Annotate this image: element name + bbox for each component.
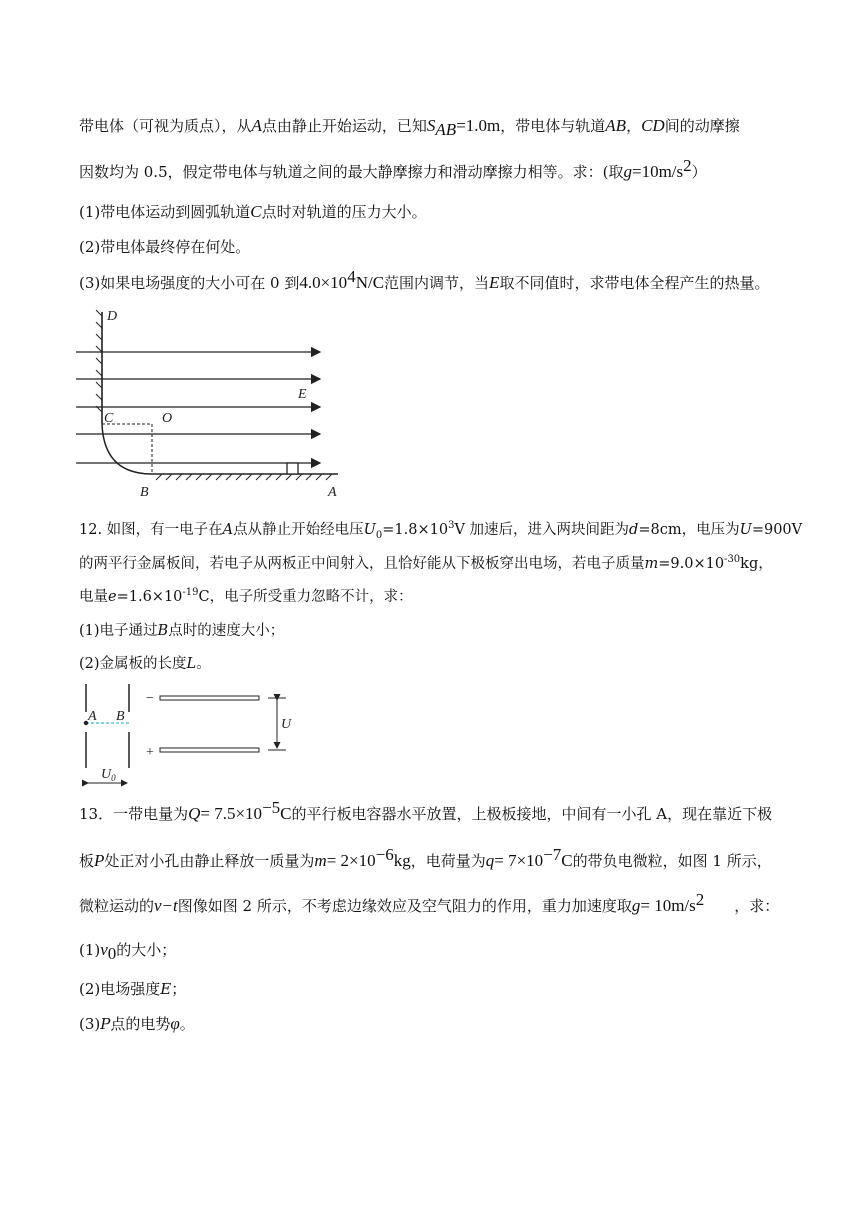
q12-text-line3: 电量$e=1.6\times 10^{-19}C$，电子所受重力忽略不计，求： [79,587,413,605]
q11-part3: (3)如果电场强度的大小可在 0 到$4.0\times 10^4N/C$范围内调节，当E取不同值时，求带电体全程产生的热量。 [79,267,770,292]
q12-label-plus: + [146,745,154,760]
q11-part2: (2)带电体最终停在何处。 [79,238,251,256]
q12-upper-plate [160,696,259,700]
q12-label-b: B [116,709,125,724]
q11-ground-hatch [156,474,332,480]
q13-text-line3: 微粒运动的v−t图像如图 2 所示，不考虑边缘效应及空气阻力的作用，重力加速度取$g= 10m/s^2$ ，求： [79,890,780,915]
q12-label-u0: $U_0$ [101,767,116,783]
q13-text-line2: 板P处正对小孔由静止释放一质量为$m= 2\times 10^{-6}kg$，电荷量为$q= 7\times 10^{-7}C$的带负电微粒，如图 1 所示， [79,845,772,870]
q11-arc-track [102,424,152,474]
q11-dashed-radius [102,424,152,474]
q12-label-minus: − [146,691,154,706]
q13-part3: (3)P点的电势φ。 [79,1014,195,1033]
q11-label-d: D [107,309,118,324]
q13-part1: $(1)v_0$的大小； [79,940,177,963]
q13-text-line1: 13．一带电量为$Q= 7.5\times 10^{-5}C$的平行板电容器水平放置，上极板接地，中间有一小孔 A，现在靠近下极 [79,798,773,823]
q12-part1: (1)电子通过B点时的速度大小； [79,623,285,639]
q13-part2: (2)电场强度E； [79,980,187,998]
q12-figure [76,680,306,790]
q11-label-e: E [298,387,307,402]
q12-text-line1: 12. 如图，有一电子在A点从静止开始经电压$U_0=1.8\times 10^3V$ 加速后，进入两块间距为d=8cm，电压为U=900V [79,520,803,541]
q12-part2: (2)金属板的长度L。 [79,656,211,672]
q11-charged-body [287,463,298,474]
q11-field-lines [76,352,320,463]
q12-lower-plate [160,748,259,752]
q11-text-line1: 带电体（可视为质点），从A点由静止开始运动，已知$S_{AB}=1.0m$，带电体与轨道AB，CD间的动摩擦 [79,116,740,139]
q11-figure [76,306,346,502]
q12-label-u: U [281,717,292,732]
q11-label-b: B [140,485,149,500]
q12-text-line2: 的两平行金属板间，若电子从两板正中间射入，且恰好能从下极板穿出电场，若电子质量$m=9.0\times 10^{-30}kg$， [79,554,773,572]
q11-text-line2: 因数均为 0.5，假定带电体与轨道之间的最大静摩擦力和滑动摩擦力相等。求：(取$g=10m/s^2$） [79,156,707,181]
q11-label-o: O [162,411,173,426]
q11-label-c: C [104,411,114,426]
q11-label-a: A [328,485,337,500]
q11-part1: (1)带电体运动到圆弧轨道C点时对轨道的压力大小。 [79,202,427,221]
q12-label-a: A [88,709,97,724]
q11-wall-hatch [96,310,102,412]
